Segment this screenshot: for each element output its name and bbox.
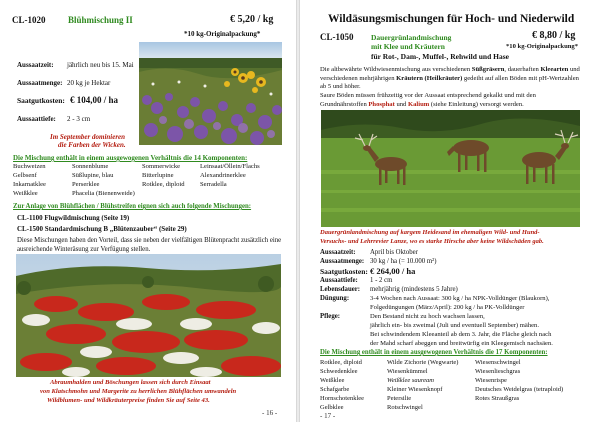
component: Wiesenschwingel [475,359,521,366]
slope-flowers-photo [16,254,281,377]
component: Petersilie [387,395,412,402]
spec-label: Saatgutkosten: [320,267,368,276]
spec-value: 1 - 2 cm [370,277,393,284]
spec-label: Saatgutkosten: [17,96,65,105]
spec-value: 30 kg / ha (= 10.000 m²) [370,258,437,265]
spec-value: April bis Oktober [370,249,418,256]
component: Weißklee [320,377,345,384]
component: Gelbklee [320,404,344,411]
intro-paragraph [320,66,582,92]
photo-caption: von Klatschmohn und Margerite zu herrlichen Blühflächen umwandeln [40,388,237,395]
flower-field-photo [139,42,282,145]
spec-value: jährlich ein- bis zweimal (Juli und eventuell September) mähen. [370,322,540,329]
component: Wiesenlieschgras [475,368,521,375]
spec-value: € 264,00 / ha [370,266,416,276]
spec-value: Den Bestand nicht zu hoch wachsen lassen, [370,313,485,320]
component: Rotklee, diploid [320,359,362,366]
component: Sommerwicke [142,163,181,170]
photo-caption: Versuchs- und Lehrrevier Lanze, wo es starke Hirsche aber keine Wildschäden gab. [320,238,544,245]
page-number: - 16 - [262,409,278,417]
component: Perserklee [72,181,100,188]
component: Süßlupine, blau [72,172,114,179]
component: Deutsches Weidelgras (tetraploid) [475,386,564,393]
component: Kleiner Wiesenknopf [387,386,443,393]
component: Wiesenkümmel [387,368,428,375]
spec-value: mehrjährig (mindestens 5 Jahre) [370,286,458,293]
product-name: Dauergrünlandmischung [371,33,452,42]
text-run: Phosphat [368,100,395,108]
component: Schwedenklee [320,368,358,375]
text-run: , dauerhaften [504,66,541,73]
component: Rotes Straußgras [475,395,520,402]
also-heading: Zur Anlage von Blühflächen / Blühstreifen eignen sich auch folgende Mischungen: [13,203,252,210]
component: Hornschotenklee [320,395,365,402]
pack-size: *10 kg-Originalpackung* [506,43,578,50]
spec-label: Pflege: [320,313,340,320]
component: Leinsaat/Öllein/Flachs [200,163,260,170]
product-code: CL-1020 [12,15,46,25]
also-item: CL-1500 Standardmischung B „Blütenzauber“ (Seite 29) [17,225,187,233]
product-code: CL-1050 [320,32,354,42]
component: Wiesenrispe [475,377,507,384]
text-run: Kalium [407,100,430,108]
left-page [0,0,296,422]
spec-value: der Mahd scharf abeggen und breitwürfig ein Kleegemisch nachsäen. [370,340,553,347]
photo-caption: Wildblumen- und Wildkräuterpreise finden Sie auf Seite 43. [47,397,210,404]
text-run: Süßgräsern [471,66,505,73]
component: Buchweizen [13,163,46,170]
component: Weißklee [13,190,38,197]
right-page [300,0,600,422]
text-run: (siehe Einleitung) versorgt werden. [429,100,524,108]
component: Weißklee sauream [387,377,434,384]
paragraph: Diese Mischungen haben den Vorteil, dass sie neben der vielfältigen Blütenpracht zusätzlich eine ausreichende Winteräsung zur Verfügung stellen. [17,237,282,253]
text-run: Kräutern (Heilkräuter) [396,74,463,82]
text-run: Kleearten [540,66,569,73]
mix-heading: Die Mischung enthält in einem ausgewogenen Verhältnis die 14 Komponenten: [13,154,248,162]
component: Alexandrinerklee [200,172,246,179]
component: Serradella [200,181,227,188]
spec-value: 3-4 Wochen nach Aussaat: 300 kg / ha NPK-Volldünger (Blaukorn), [370,295,550,302]
product-name: für Rot-, Dam-, Muffel-, Rehwild und Hase [371,52,509,61]
photo-caption: Abraumhalden und Böschungen lassen sich durch Einsaat [50,379,211,386]
product-price: € 8,80 / kg [532,30,576,41]
component: Bitterlupine [142,172,174,179]
text-run: und verschiedenen mehrjährigen [320,66,580,82]
text-run: Die altbewährte Wildwiesenmischung aus verschiedenen [320,66,472,73]
deer-meadow-photo [321,110,580,227]
page-number: - 17 - [320,412,336,420]
spec-value: Bei schwindendem Kleeanteil ab dem 3. Jahr, die Fläche gleich nach [370,331,552,338]
component: Rotschwingel [387,404,423,411]
spec-label: Aussaatmenge: [17,79,63,87]
spec-label: Aussaatzeit: [320,249,356,256]
photo-caption: Dauergrünlandmischung auf kargem Heidesand im ehemaligen Wild- und Hund- [320,229,540,236]
spec-value: 20 kg je Hektar [67,79,111,87]
spec-label: Aussaattiefe: [320,277,358,284]
photo-caption: Im September dominieren [50,133,126,141]
component: Sonnenblume [72,163,109,170]
product-price: € 5,20 / kg [230,14,274,25]
component: Gelbsenf [13,172,37,179]
spec-value: € 104,00 / ha [70,95,119,105]
spec-label: Aussaattiefe: [17,115,56,123]
text-run: Saure Böden müssen frühzeitig vor der Aussaat entsprechend gekalkt und mit den Grundnährstoffen [320,92,536,108]
text-run: und [394,100,408,108]
spec-label: Düngung: [320,295,350,302]
text-run: gedeiht auf allen Böden mit pH-Wertzahlen ab 5 und höher. [320,74,579,90]
photo-caption: die Farben der Wicken. [58,141,126,149]
pack-size: *10 kg-Originalpackung* [184,30,261,38]
component: Inkarnatklee [13,181,46,188]
spec-value: 2 - 3 cm [67,115,91,123]
also-item: CL-1100 Flugwildmischung (Seite 19) [17,214,130,222]
intro-paragraph [320,92,582,109]
product-name: Blühmischung II [68,15,133,25]
page-title: Wildäsungsmischungen für Hoch- und Niederwild [328,13,575,25]
mix-heading: Die Mischung enthält in einem ausgewogenen Verhältnis die 17 Komponenten: [320,349,548,356]
spec-label: Aussaatzeit: [17,61,54,69]
spec-label: Aussaatmenge: [320,258,365,265]
component: Wilde Zichorie (Wegwarte) [387,359,459,366]
spec-label: Lebensdauer: [320,286,361,293]
spec-value: Folgedüngungen (März/April): 200 kg / ha PK-Volldünger [370,304,525,311]
product-name: mit Klee und Kräutern [371,42,445,51]
spec-value: jährlich neu bis 15. Mai [67,61,134,69]
component: Phacelia (Bienenweide) [72,190,135,197]
component: Rotklee, diploid [142,181,185,188]
component: Schafgarbe [320,386,350,393]
